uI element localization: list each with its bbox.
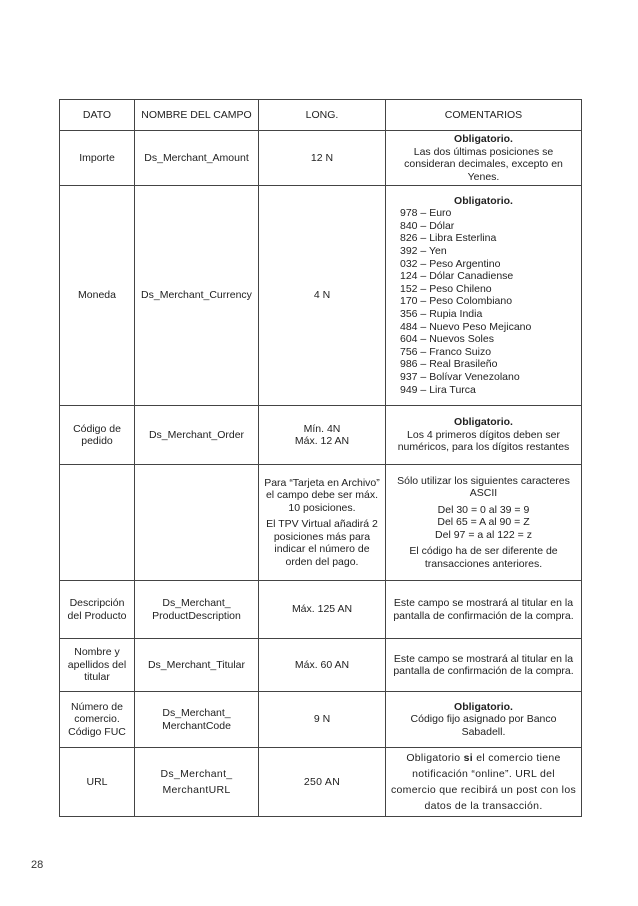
comment-rest: el comercio tiene notificación “online”. URL del comercio que recibirá un post con los datos de la transacción. bbox=[390, 752, 577, 812]
required-label: Obligatorio. bbox=[454, 133, 513, 145]
cell-dato: Número de comercio. Código FUC bbox=[60, 692, 135, 748]
cell-campo: Ds_Merchant_Titular bbox=[135, 639, 259, 692]
list-item: 937 – Bolívar Venezolano bbox=[400, 371, 520, 384]
comment-text: Los 4 primeros dígitos deben ser numéricos, para los dígitos restantes bbox=[397, 428, 570, 454]
unique-code-note: El código ha de ser diferente de transacciones anteriores. bbox=[409, 545, 558, 570]
campo-line: Ds_Merchant_ bbox=[162, 597, 231, 609]
cell-dato: Código de pedido bbox=[60, 406, 135, 465]
list-item: 604 – Nuevos Soles bbox=[400, 333, 494, 346]
ascii-range: Del 97 = a al 122 = z bbox=[435, 528, 532, 541]
cell-campo: Ds_Merchant_Order bbox=[135, 406, 259, 465]
cell-dato: Nombre y apellidos del titular bbox=[60, 639, 135, 692]
cell-campo: Ds_Merchant_Currency bbox=[135, 186, 259, 406]
campo-line: MerchantURL bbox=[162, 784, 231, 796]
list-item: 978 – Euro bbox=[400, 207, 452, 220]
campo-line: MerchantCode bbox=[162, 719, 231, 732]
cell-campo-empty bbox=[135, 465, 259, 581]
cell-dato: Descripción del Producto bbox=[60, 581, 135, 639]
cell-long: 12 N bbox=[259, 131, 386, 186]
table-header-row bbox=[60, 100, 582, 131]
ascii-range: Del 65 = A al 90 = Z bbox=[437, 516, 530, 529]
cell-campo bbox=[135, 692, 259, 748]
comment-text: Código fijo asignado por Banco Sabadell. bbox=[410, 713, 557, 738]
list-item: 170 – Peso Colombiano bbox=[400, 295, 513, 308]
list-item: 986 – Real Brasileño bbox=[400, 358, 498, 371]
list-item: 484 – Nuevo Peso Mejicano bbox=[400, 320, 532, 333]
required-label: Obligatorio. bbox=[454, 194, 513, 207]
page-number: 28 bbox=[31, 859, 44, 871]
currency-code-list bbox=[390, 207, 577, 396]
list-item: 949 – Lira Turca bbox=[400, 383, 476, 396]
comment-emphasis: si bbox=[463, 752, 473, 764]
table-row-url bbox=[60, 748, 582, 817]
cell-long: Máx. 60 AN bbox=[259, 639, 386, 692]
table-row-titular bbox=[60, 639, 582, 692]
table-row-order-note bbox=[60, 465, 582, 581]
table-row-importe bbox=[60, 131, 582, 186]
ascii-intro: Sólo utilizar los siguientes caracteres ASCII bbox=[397, 474, 570, 500]
table-row-moneda bbox=[60, 186, 582, 406]
list-item: 826 – Libra Esterlina bbox=[400, 232, 497, 245]
cell-campo bbox=[135, 581, 259, 639]
campo-line: ProductDescription bbox=[152, 609, 241, 622]
header-nombre-campo: NOMBRE DEL CAMPO bbox=[135, 100, 259, 131]
ascii-range: Del 30 = 0 al 39 = 9 bbox=[437, 503, 530, 516]
list-item: 840 – Dólar bbox=[400, 219, 455, 232]
list-item: 392 – Yen bbox=[400, 245, 447, 258]
max-length: Máx. 12 AN bbox=[294, 435, 350, 447]
cell-comentarios bbox=[386, 692, 582, 748]
cell-comentarios: Este campo se mostrará al titular en la pantalla de confirmación de la compra. bbox=[386, 581, 582, 639]
cell-long: 250 AN bbox=[259, 748, 386, 817]
cell-long: 4 N bbox=[259, 186, 386, 406]
cell-dato: URL bbox=[60, 748, 135, 817]
comment-text: Las dos últimas posiciones se consideran decimales, excepto en Yenes. bbox=[404, 145, 563, 183]
cell-long bbox=[259, 465, 386, 581]
campo-line: Ds_Merchant_ bbox=[160, 768, 233, 780]
comment-lead: Obligatorio bbox=[406, 752, 464, 764]
cell-long bbox=[259, 406, 386, 465]
cell-dato: Moneda bbox=[60, 186, 135, 406]
header-long: LONG. bbox=[259, 100, 386, 131]
cell-comentarios bbox=[386, 186, 582, 406]
cell-comentarios bbox=[386, 748, 582, 817]
list-item: 356 – Rupia India bbox=[400, 308, 483, 321]
cell-comentarios bbox=[386, 131, 582, 186]
cell-comentarios bbox=[386, 406, 582, 465]
cell-campo bbox=[135, 748, 259, 817]
field-spec-table bbox=[59, 99, 582, 817]
card-on-file-note: Para “Tarjeta en Archivo” el campo debe ser máx. 10 posiciones. bbox=[264, 476, 380, 514]
list-item: 032 – Peso Argentino bbox=[400, 257, 501, 270]
table-row-order bbox=[60, 406, 582, 465]
cell-long: Máx. 125 AN bbox=[259, 581, 386, 639]
list-item: 756 – Franco Suizo bbox=[400, 345, 492, 358]
list-item: 124 – Dólar Canadiense bbox=[400, 270, 514, 283]
cell-comentarios bbox=[386, 465, 582, 581]
required-label: Obligatorio. bbox=[454, 416, 513, 429]
table-row-descripcion bbox=[60, 581, 582, 639]
campo-line: Ds_Merchant_ bbox=[162, 707, 231, 719]
required-label: Obligatorio. bbox=[454, 700, 513, 713]
cell-long: 9 N bbox=[259, 692, 386, 748]
list-item: 152 – Peso Chileno bbox=[400, 282, 492, 295]
cell-comentarios: Este campo se mostrará al titular en la pantalla de confirmación de la compra. bbox=[386, 639, 582, 692]
tpv-note: El TPV Virtual añadirá 2 posiciones más para indicar el número de orden del pago. bbox=[266, 518, 378, 568]
header-dato: DATO bbox=[60, 100, 135, 131]
cell-dato-empty bbox=[60, 465, 135, 581]
table-row-merchant-code bbox=[60, 692, 582, 748]
cell-campo: Ds_Merchant_Amount bbox=[135, 131, 259, 186]
header-comentarios: COMENTARIOS bbox=[386, 100, 582, 131]
cell-dato: Importe bbox=[60, 131, 135, 186]
min-length: Mín. 4N bbox=[303, 422, 341, 435]
